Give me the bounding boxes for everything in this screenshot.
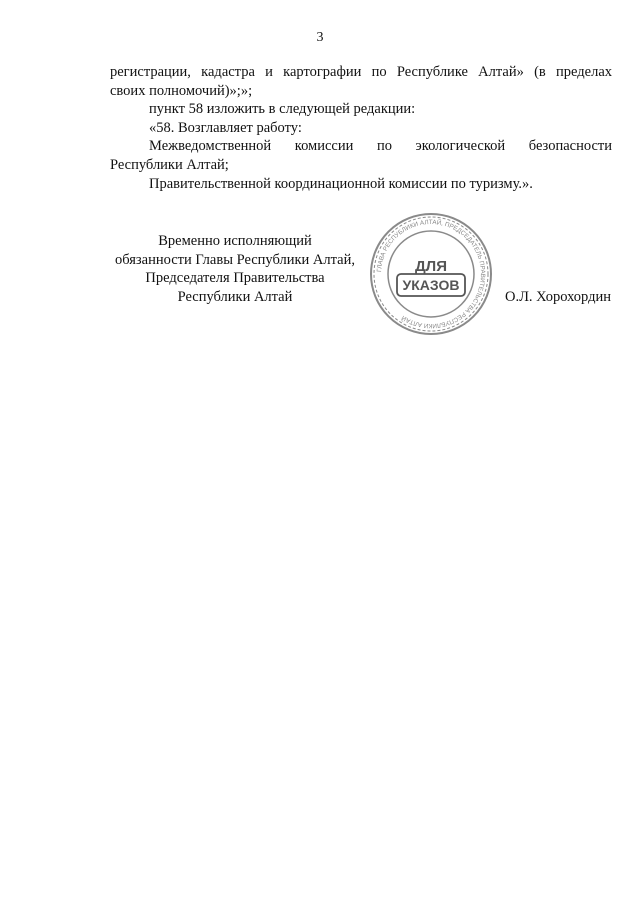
- paragraph-line: регистрации, кадастра и картографии по Республике Алтай» (в пределах: [110, 64, 612, 80]
- document-body: [110, 63, 612, 193]
- stamp-text-line1: ДЛЯ: [415, 258, 447, 275]
- signatory-position-line: Временно исполняющий: [158, 233, 312, 249]
- signatory-name: О.Л. Хорохордин: [504, 289, 611, 305]
- paragraph-line: «58. Возглавляет работу:: [149, 119, 302, 136]
- paragraph-line: Республики Алтай;: [110, 156, 229, 173]
- stamp-ring-text: ГЛАВА РЕСПУБЛИКИ АЛТАЙ, ПРЕДСЕДАТЕЛЬ ПРАВИТЕЛЬСТВА РЕСПУБЛИКИ АЛТАЙ: [376, 218, 487, 330]
- paragraph-line: пункт 58 изложить в следующей редакции:: [149, 101, 416, 118]
- signatory-position-line: Председателя Правительства: [145, 270, 325, 287]
- signatory-position-line: Республики Алтай: [177, 288, 293, 305]
- paragraph-line: Межведомственной комиссии по экологической безопасности: [149, 138, 612, 155]
- paragraph-line: своих полномочий)»;»;: [110, 82, 253, 99]
- stamp-text-line2: УКАЗОВ: [402, 277, 460, 293]
- signatory-position: [104, 232, 366, 306]
- page-number: 3: [316, 30, 324, 45]
- official-stamp: [368, 211, 494, 337]
- signatory-position-line: обязанности Главы Республики Алтай,: [115, 251, 355, 268]
- paragraph-line: Правительственной координационной комиссии по туризму.».: [149, 175, 533, 192]
